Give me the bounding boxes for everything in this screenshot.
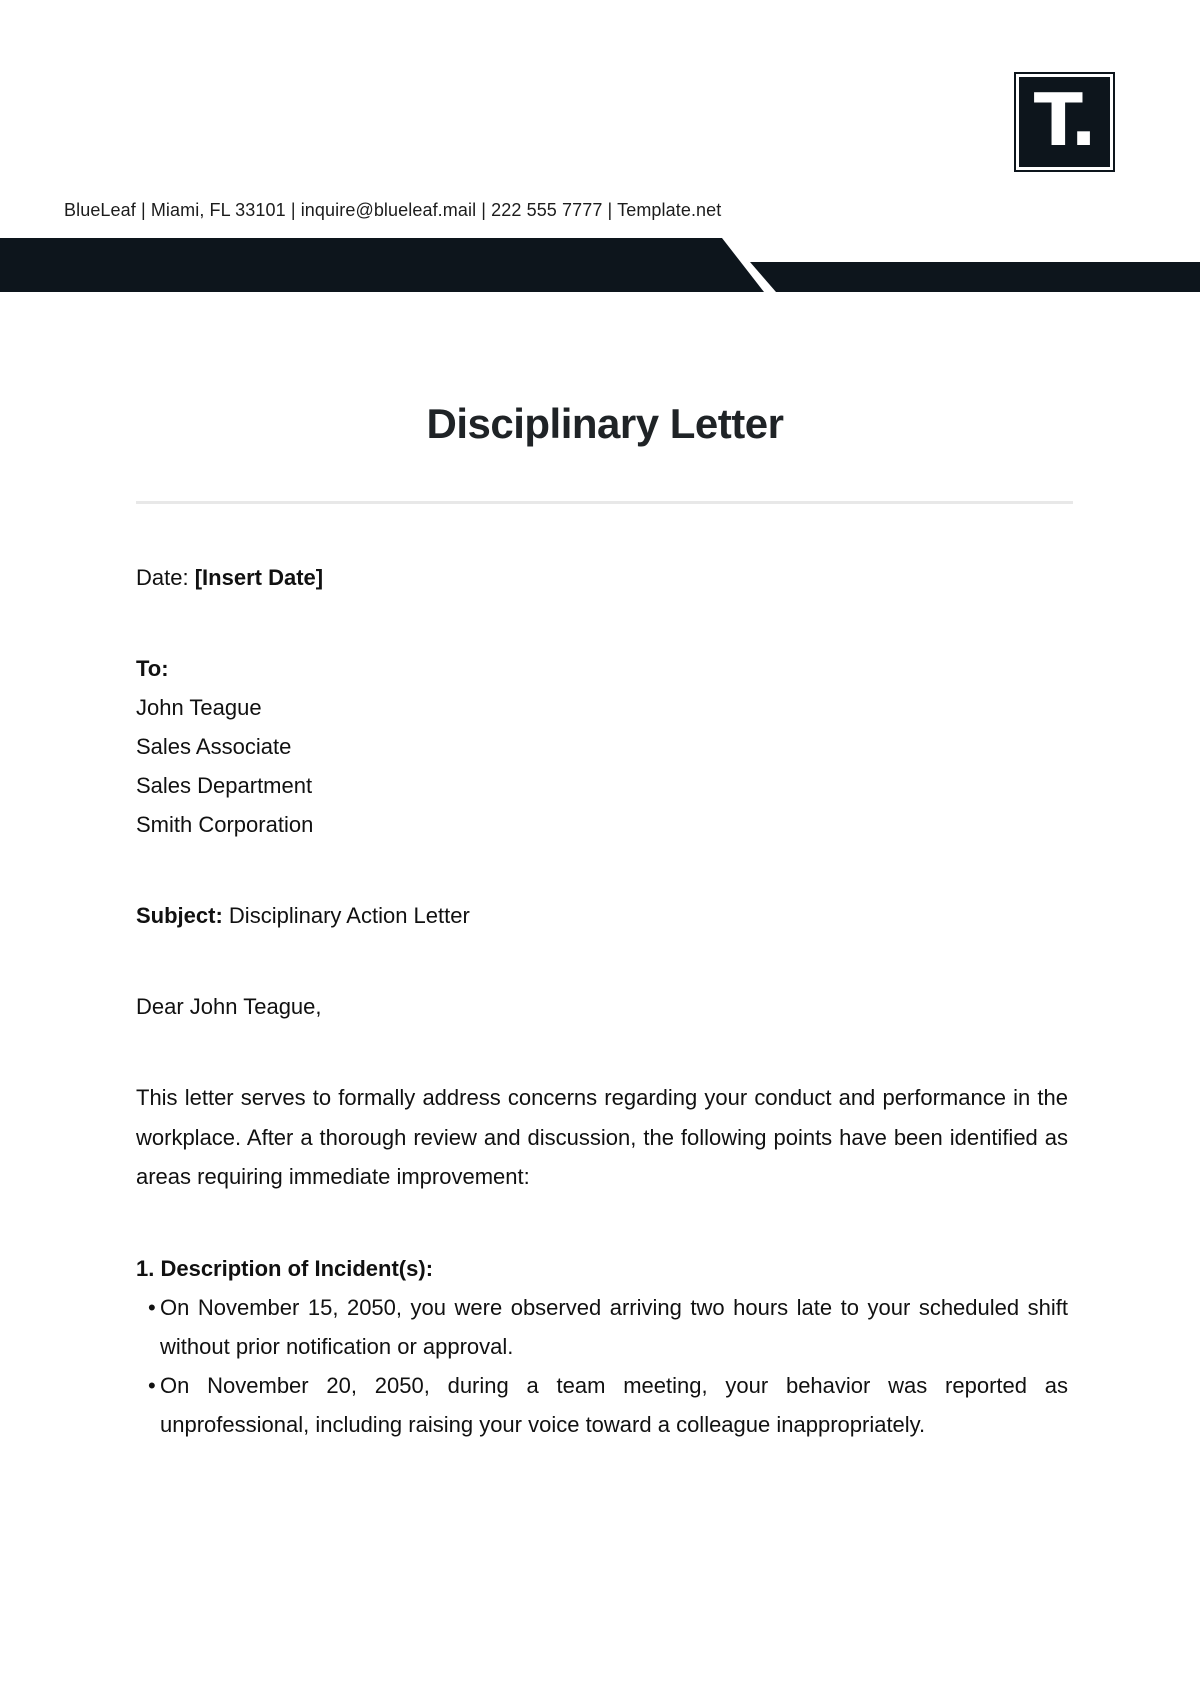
contact-line: BlueLeaf | Miami, FL 33101 | inquire@blueleaf.mail | 222 555 7777 | Template.net <box>64 200 722 220</box>
letter-body <box>136 558 1068 1444</box>
header-band-right <box>750 262 1200 292</box>
date-value: [Insert Date] <box>194 565 324 590</box>
intro-paragraph: This letter serves to formally address concerns regarding your conduct and performance in the workplace. After a thorough review and discussion, the following points have been identified as areas requiring immediate improvement: <box>136 1085 1068 1189</box>
recipient-company: Smith Corporation <box>136 812 314 837</box>
subject-value: Disciplinary Action Letter <box>228 903 470 928</box>
section-1-heading: 1. Description of Incident(s): <box>136 1255 434 1281</box>
salutation: Dear John Teague, <box>136 994 322 1019</box>
logo-text: T. <box>1019 77 1110 167</box>
subject-line <box>136 896 1068 935</box>
subject-label: Subject: <box>136 903 223 928</box>
company-logo <box>1014 72 1115 172</box>
list-item <box>136 1366 1068 1444</box>
to-label: To: <box>136 656 169 681</box>
recipient-department: Sales Department <box>136 773 313 798</box>
incident-list <box>136 1288 1068 1444</box>
title-divider <box>136 501 1073 504</box>
date-label: Date: <box>136 565 189 590</box>
header-band-left <box>0 238 764 292</box>
document-title: Disciplinary Letter <box>426 400 784 447</box>
recipient-name: John Teague <box>136 695 262 720</box>
date-line <box>136 558 1068 597</box>
list-item-text: On November 15, 2050, you were observed arriving two hours late to your scheduled shift without prior notification or approval. <box>160 1294 1068 1359</box>
list-item-text: On November 20, 2050, during a team meeting, your behavior was reported as unprofessional, including raising your voice toward a colleague inappropriately. <box>160 1372 1068 1437</box>
recipient-position: Sales Associate <box>136 734 292 759</box>
bullet-icon: • <box>148 1372 156 1398</box>
list-item <box>136 1288 1068 1366</box>
bullet-icon: • <box>148 1294 156 1320</box>
header-band <box>0 238 1200 292</box>
